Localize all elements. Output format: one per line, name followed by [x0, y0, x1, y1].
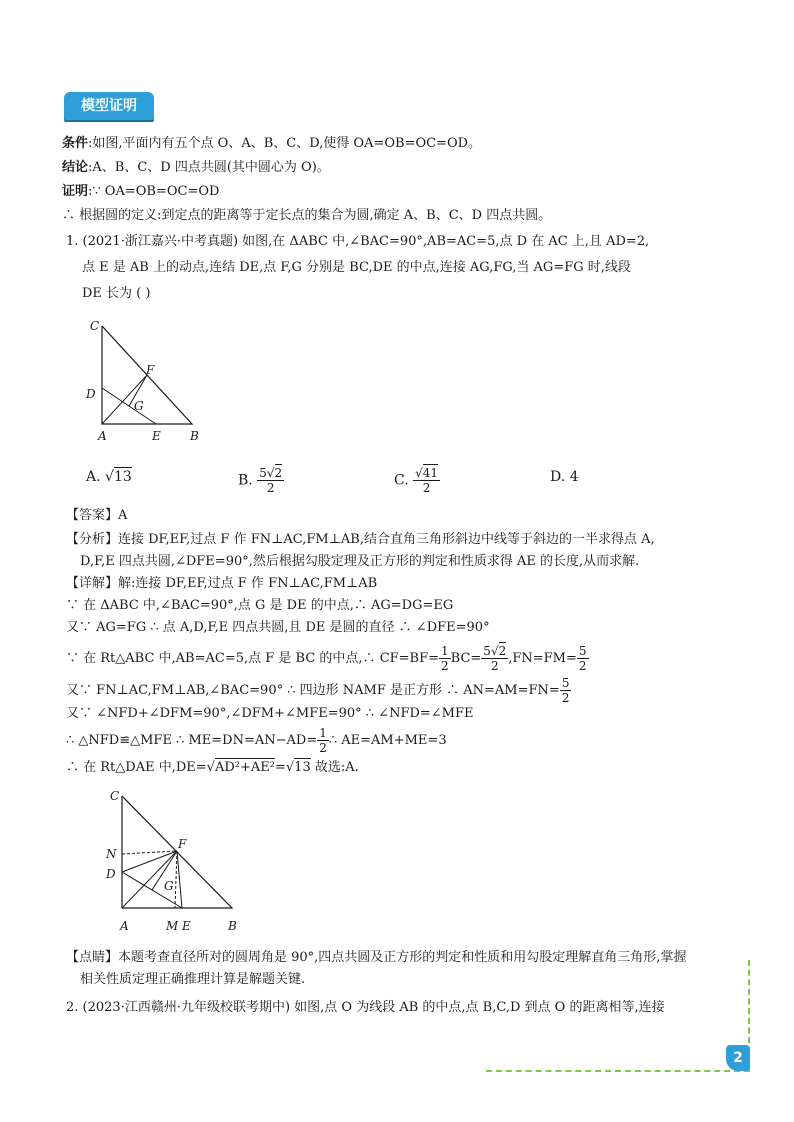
segment-fm-dashed [175, 851, 177, 908]
choice-b-coef: 5 [259, 466, 267, 480]
comment-line2: 相关性质定理正确推理计算是解题关键. [80, 972, 306, 987]
condition-line [62, 134, 481, 154]
proof-text: :∵ OA=OB=OC=OD [88, 184, 220, 199]
detail-line7 [66, 726, 447, 756]
label-f: F [146, 363, 155, 377]
detail4-fn-fraction [577, 644, 589, 673]
label-e-2: E [182, 919, 191, 933]
detail7-num: 1 [319, 726, 327, 740]
label-b-2: B [228, 919, 237, 933]
choice-b-fraction: $\frac{5√2}{2}$ [259, 466, 283, 495]
detail4-fn-num: 5 [578, 644, 587, 658]
detail4-coef: 5 [483, 644, 491, 658]
detail4-text-c: ,FN=FM= [508, 651, 577, 666]
detail5-den: 2 [561, 691, 570, 705]
q1-line3: DE 长为 ( ) [82, 286, 151, 301]
choice-b-den: 2 [266, 481, 275, 495]
detail4-half-den: 2 [441, 659, 449, 673]
answer-line: 【答案】A [66, 508, 128, 523]
segment-fn-dashed [122, 851, 177, 854]
conclusion-label: 结论 [62, 160, 89, 175]
detail7-den: 2 [319, 741, 327, 755]
label-c: C [90, 319, 100, 333]
label-c-2: C [110, 789, 120, 803]
detail4-text-b: BC= [450, 651, 482, 666]
choice-a [86, 466, 132, 488]
page-number-badge: 2 [726, 1045, 750, 1071]
choice-c-fraction: $\frac{√41}{2}$ [415, 466, 439, 495]
detail7-text-a: ∴ △NFD≌△MFE ∴ ME=DN=AN−AD= [66, 733, 318, 748]
detail8-text-c: 故选:A. [310, 760, 359, 775]
choice-d [550, 466, 579, 488]
choice-a-label: A. [86, 469, 101, 485]
choice-c [394, 466, 440, 495]
figure-triangle-1 [84, 316, 214, 446]
segment-ef-2 [177, 851, 182, 908]
detail4-half [439, 644, 451, 673]
label-f-2: F [178, 837, 187, 851]
detail4-fn-den: 2 [578, 659, 587, 673]
choice-a-root: 13 [113, 469, 132, 485]
choice-d-value: 4 [569, 469, 579, 485]
label-n-2: N [106, 847, 117, 861]
label-d-2: D [106, 867, 116, 881]
detail5-fraction [560, 676, 572, 705]
detail8-root2: 13 [294, 760, 311, 775]
q2-line1: 2. (2023·江西赣州·九年级校联考期中) 如图,点 O 为线段 AB 的中点,点 B,C,D 到点 O 的距离相等,连接 [66, 1000, 665, 1015]
detail-line6: 又∵ ∠NFD+∠DFM=90°,∠DFM+∠MFE=90° ∴ ∠NFD=∠MFE [66, 706, 474, 721]
detail-line1: 【详解】解:连接 DF,EF,过点 F 作 FN⊥AC,FM⊥AB [66, 576, 378, 591]
proof-line [62, 182, 219, 202]
proof-label: 证明 [62, 184, 89, 199]
label-a-2: A [120, 919, 129, 933]
comment-line1: 【点睛】本题考查直径所对的圆周角是 90°,四点共圆及正方形的判定和性质和用勾股定理解直角三角形,掌握 [66, 950, 687, 965]
choice-d-label: D. [550, 469, 566, 485]
choice-c-den: 2 [422, 481, 431, 495]
conclusion-text: :A、B、C、D 四点共圆(其中圆心为 O)。 [88, 160, 330, 175]
label-m-2: M [166, 919, 179, 933]
detail4-text-a: ∵ 在 Rt△ABC 中,AB=AC=5,点 F 是 BC 的中点,∴ CF=BF= [66, 651, 440, 666]
detail-line4 [66, 644, 589, 674]
choice-c-root: 41 [422, 466, 439, 480]
label-g: G [134, 399, 144, 413]
detail-line8: ∴ 在 Rt△DAE 中,DE=√AD²+AE²=√13 故选:A. [66, 760, 359, 775]
choice-a-value: √13 [105, 469, 132, 485]
condition-text: :如图,平面内有五个点 O、A、B、C、D,使得 OA=OB=OC=OD。 [88, 136, 482, 151]
label-g-2: G [164, 879, 174, 893]
section-title: 模型证明 [64, 92, 154, 120]
detail-line5 [66, 676, 571, 706]
figure-triangle-2 [100, 786, 260, 938]
label-a: A [98, 429, 107, 443]
q1-line2: 点 E 是 AB 上的动点,连结 DE,点 F,G 分别是 BC,DE 的中点,连接 AG,FG,当 AG=FG 时,线段 [82, 260, 631, 275]
label-d: D [86, 387, 96, 401]
detail8-text-a: ∴ 在 Rt△DAE 中,DE= [66, 760, 207, 775]
detail5-text: 又∵ FN⊥AC,FM⊥AB,∠BAC=90° ∴ 四边形 NAMF 是正方形 ∴ AN=AM=FN= [66, 683, 560, 698]
label-b: B [190, 429, 199, 443]
detail7-fraction [317, 726, 329, 755]
detail4-half-num: 1 [441, 644, 449, 658]
q1-line1: 1. (2021·浙江嘉兴·中考真题) 如图,在 ΔABC 中,∠BAC=90°,AB=AC=5,点 D 在 AC 上,且 AD=2, [66, 234, 650, 249]
choice-b-label: B. [238, 472, 253, 489]
conclusion-line [62, 158, 330, 178]
detail5-num: 5 [561, 676, 570, 690]
analysis-line2: D,F,E 四点共圆,∠DFE=90°,然后根据勾股定理及正方形的判定和性质求得 AE 的长度,从而求解. [80, 554, 640, 569]
detail-line3: 又∵ AG=FG ∴ 点 A,D,F,E 四点共圆,且 DE 是圆的直径 ∴ ∠DFE=90° [66, 620, 490, 635]
analysis-line1: 【分析】连接 DF,EF,过点 F 作 FN⊥AC,FM⊥AB,结合直角三角形斜边中线等于斜边的一半求得点 A, [66, 532, 655, 547]
detail7-text-b: ∴ AE=AM+ME=3 [328, 733, 447, 748]
therefore-line: ∴ 根据圆的定义:到定点的距离等于定长点的集合为圆,确定 A、B、C、D 四点共圆。 [62, 208, 552, 223]
segment-df-2 [122, 851, 177, 872]
choice-c-label: C. [394, 472, 409, 489]
choice-b-root: 2 [274, 466, 283, 480]
detail8-root: AD²+AE² [214, 760, 275, 775]
choice-b [238, 466, 284, 495]
detail-line2: ∵ 在 ΔABC 中,∠BAC=90°,点 G 是 DE 的中点,∴ AG=DG=EG [66, 598, 454, 613]
condition-label: 条件 [62, 136, 89, 151]
detail4-root: 2 [498, 644, 507, 658]
page-corner-decoration [486, 960, 750, 1072]
label-e: E [152, 429, 161, 443]
detail8-text-b: = [274, 760, 286, 775]
detail4-fraction: $\frac{5√2}{2}$ [483, 644, 507, 673]
detail4-den: 2 [490, 659, 499, 673]
